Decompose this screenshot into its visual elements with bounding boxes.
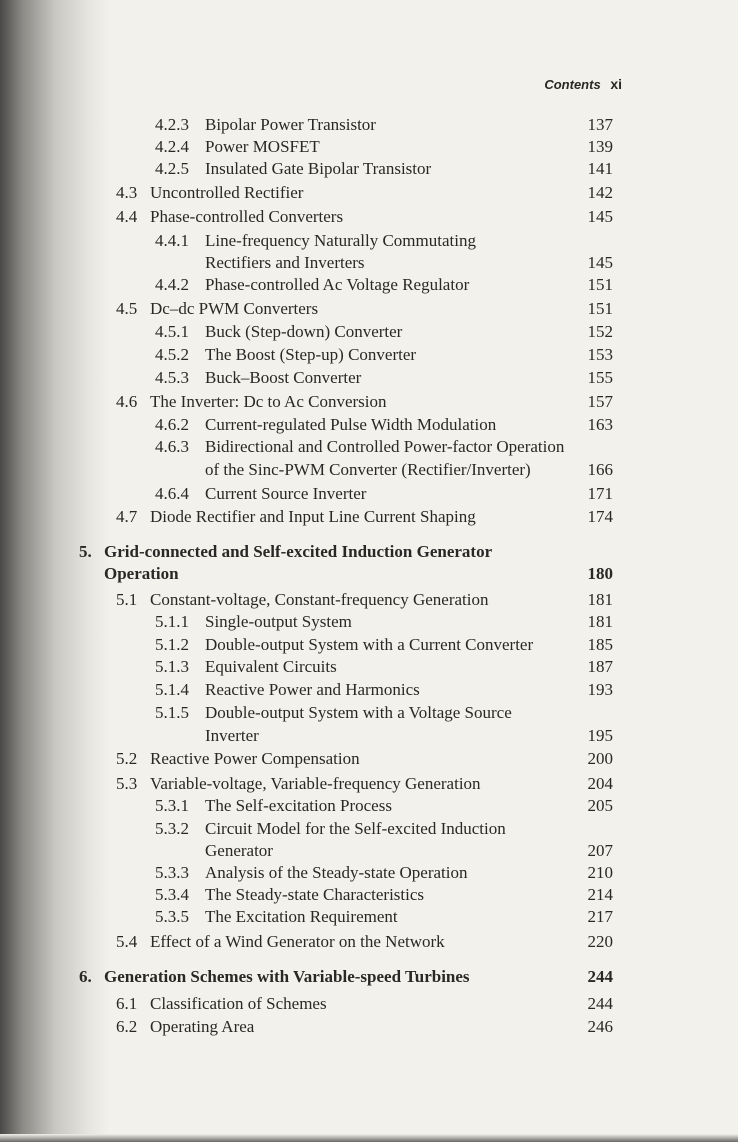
- chapter-title: Grid-connected and Self-excited Induction Generator: [104, 542, 493, 561]
- entry-page: 153: [587, 345, 613, 364]
- entry-page: 204: [587, 774, 613, 793]
- chapter-number: 6.: [79, 967, 92, 986]
- entry-title: Analysis of the Steady-state Operation: [205, 863, 468, 882]
- entry-number: 5.3.5: [155, 907, 189, 926]
- entry-number: 4.5.1: [155, 322, 189, 341]
- entry-title: Circuit Model for the Self-excited Induction: [205, 819, 506, 838]
- entry-title: Buck (Step-down) Converter: [205, 322, 403, 341]
- entry-title: Phase-controlled Converters: [150, 207, 344, 226]
- entry-page: 214: [587, 885, 613, 904]
- entry-number: 6.2: [116, 1017, 138, 1036]
- entry-number: 5.1: [116, 590, 138, 609]
- entry-number: 4.6.4: [155, 484, 189, 503]
- entry-page: 163: [587, 415, 613, 434]
- entry-title: Bipolar Power Transistor: [205, 115, 376, 134]
- entry-page: 141: [587, 159, 613, 178]
- entry-page: 195: [587, 726, 613, 745]
- header-label: Contents: [544, 77, 601, 92]
- entry-page: 207: [587, 841, 613, 860]
- entry-page: 166: [587, 460, 613, 479]
- entry-number: 5.1.4: [155, 680, 189, 699]
- entry-number: 4.2.5: [155, 159, 189, 178]
- entry-title: Dc–dc PWM Converters: [150, 299, 319, 318]
- entry-number: 4.3: [116, 183, 138, 202]
- entry-number: 5.1.2: [155, 635, 189, 654]
- entry-number: 4.4: [116, 207, 138, 226]
- entry-title: Operating Area: [150, 1017, 255, 1036]
- entry-number: 4.4.2: [155, 275, 189, 294]
- entry-title: Line-frequency Naturally Commutating: [205, 231, 476, 250]
- entry-title: The Steady-state Characteristics: [205, 885, 425, 904]
- entry-page: 205: [587, 796, 613, 815]
- entry-title: Buck–Boost Converter: [205, 368, 362, 387]
- entry-number: 4.2.4: [155, 137, 189, 156]
- entry-number: 4.5.3: [155, 368, 189, 387]
- entry-page: 145: [587, 253, 613, 272]
- entry-title: Equivalent Circuits: [205, 657, 337, 676]
- entry-number: 4.5: [116, 299, 138, 318]
- entry-page: 181: [587, 590, 613, 609]
- entry-number: 6.1: [116, 994, 138, 1013]
- entry-title: The Boost (Step-up) Converter: [205, 345, 417, 364]
- entry-number: 4.6: [116, 392, 138, 411]
- entry-page: 142: [587, 183, 613, 202]
- running-header: [544, 76, 622, 92]
- header-page-number: xi: [610, 76, 622, 92]
- entry-number: 5.1.3: [155, 657, 189, 676]
- entry-page: 171: [587, 484, 613, 503]
- entry-title: The Inverter: Dc to Ac Conversion: [150, 392, 387, 411]
- entry-title: Double-output System with a Voltage Source: [205, 703, 512, 722]
- entry-number: 5.1.1: [155, 612, 189, 631]
- entry-title: Variable-voltage, Variable-frequency Generation: [150, 774, 481, 793]
- entry-title: Reactive Power and Harmonics: [205, 680, 420, 699]
- entry-title: Double-output System with a Current Converter: [205, 635, 534, 654]
- entry-title: Current-regulated Pulse Width Modulation: [205, 415, 497, 434]
- entry-title: Inverter: [205, 726, 259, 745]
- entry-title: of the Sinc-PWM Converter (Rectifier/Inverter): [205, 460, 531, 479]
- entry-page: 174: [587, 507, 613, 526]
- entry-title: Generator: [205, 841, 273, 860]
- entry-title: The Excitation Requirement: [205, 907, 398, 926]
- entry-page: 185: [587, 635, 613, 654]
- entry-title: The Self-excitation Process: [205, 796, 392, 815]
- entry-page: 145: [587, 207, 613, 226]
- entry-page: 137: [587, 115, 613, 134]
- page-bottom-edge: [0, 1134, 738, 1142]
- entry-title: Classification of Schemes: [150, 994, 327, 1013]
- entry-number: 5.2: [116, 749, 138, 768]
- entry-title: Diode Rectifier and Input Line Current Shaping: [150, 507, 476, 526]
- chapter-page: 180: [587, 564, 613, 583]
- entry-number: 4.2.3: [155, 115, 189, 134]
- entry-page: 193: [587, 680, 613, 699]
- entry-page: 157: [587, 392, 613, 411]
- entry-number: 4.6.2: [155, 415, 189, 434]
- entry-title: Phase-controlled Ac Voltage Regulator: [205, 275, 470, 294]
- entry-title: Power MOSFET: [205, 137, 320, 156]
- entry-page: 200: [587, 749, 613, 768]
- entry-page: 152: [587, 322, 613, 341]
- chapter-title: Operation: [104, 564, 179, 583]
- entry-page: 210: [587, 863, 613, 882]
- entry-number: 4.5.2: [155, 345, 189, 364]
- book-spine-shadow: [0, 0, 110, 1142]
- chapter-page: 244: [587, 967, 613, 986]
- entry-page: 244: [587, 994, 613, 1013]
- entry-number: 4.7: [116, 507, 138, 526]
- entry-number: 5.3.3: [155, 863, 189, 882]
- entry-title: Constant-voltage, Constant-frequency Generation: [150, 590, 489, 609]
- entry-number: 5.4: [116, 932, 138, 951]
- entry-number: 5.1.5: [155, 703, 189, 722]
- entry-number: 4.6.3: [155, 437, 189, 456]
- entry-page: 187: [587, 657, 613, 676]
- entry-page: 220: [587, 932, 613, 951]
- entry-page: 155: [587, 368, 613, 387]
- entry-title: Rectifiers and Inverters: [205, 253, 365, 272]
- entry-title: Bidirectional and Controlled Power-factor Operation: [205, 437, 565, 456]
- entry-page: 151: [587, 299, 613, 318]
- entry-title: Insulated Gate Bipolar Transistor: [205, 159, 432, 178]
- entry-number: 5.3.2: [155, 819, 189, 838]
- entry-title: Effect of a Wind Generator on the Network: [150, 932, 445, 951]
- entry-page: 246: [587, 1017, 613, 1036]
- chapter-number: 5.: [79, 542, 92, 561]
- entry-page: 139: [587, 137, 613, 156]
- entry-title: Current Source Inverter: [205, 484, 367, 503]
- entry-title: Uncontrolled Rectifier: [150, 183, 304, 202]
- entry-title: Reactive Power Compensation: [150, 749, 360, 768]
- entry-page: 151: [587, 275, 613, 294]
- entry-number: 5.3.1: [155, 796, 189, 815]
- entry-number: 4.4.1: [155, 231, 189, 250]
- entry-page: 181: [587, 612, 613, 631]
- entry-page: 217: [587, 907, 613, 926]
- entry-number: 5.3.4: [155, 885, 189, 904]
- chapter-title: Generation Schemes with Variable-speed Turbines: [104, 967, 470, 986]
- entry-number: 5.3: [116, 774, 138, 793]
- entry-title: Single-output System: [205, 612, 352, 631]
